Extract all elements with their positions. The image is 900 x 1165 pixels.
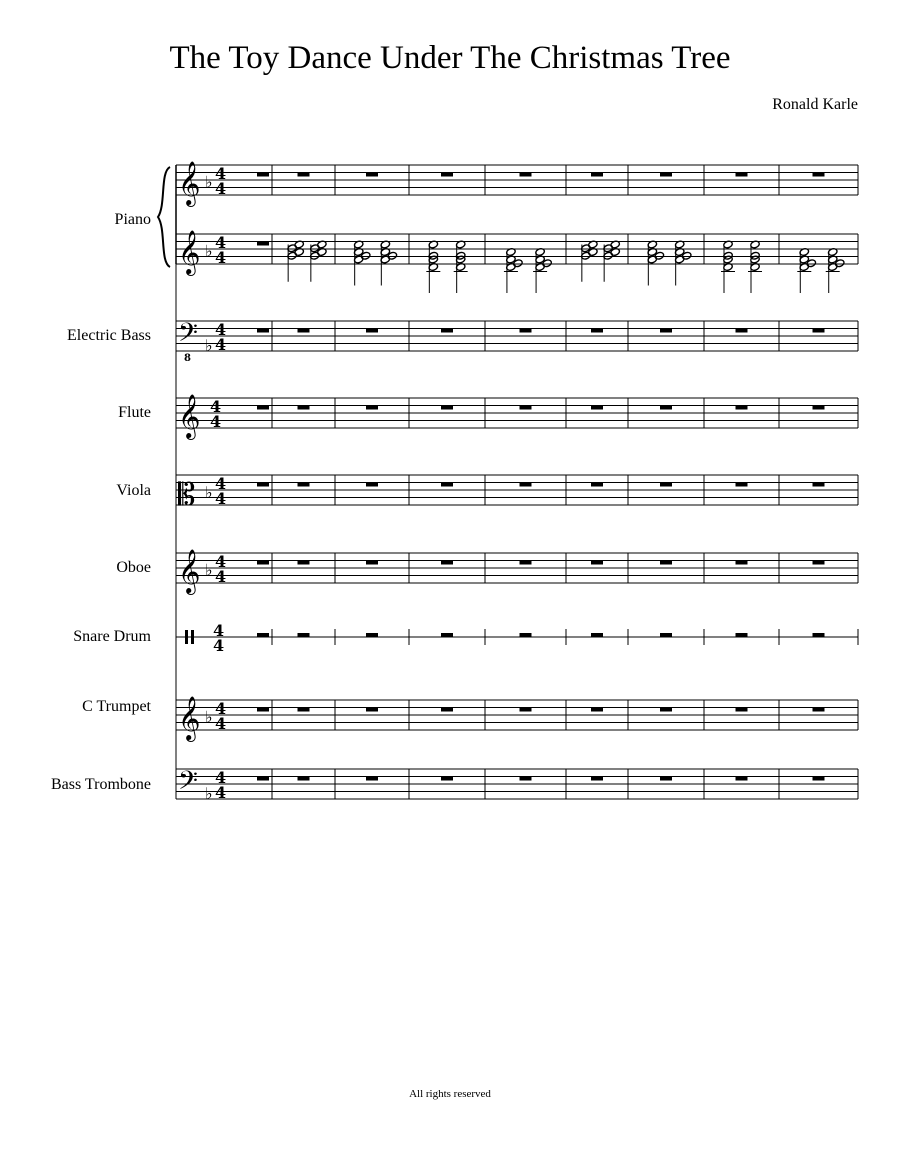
whole-rest (366, 173, 378, 177)
staff-6 (176, 700, 858, 730)
flat-icon: ♭ (205, 483, 213, 502)
whole-rest (441, 561, 453, 565)
flat-icon: ♭ (205, 707, 213, 727)
whole-rest (520, 406, 532, 410)
whole-rest (441, 777, 453, 781)
whole-rest (441, 406, 453, 410)
whole-rest (441, 633, 453, 637)
whole-rest (366, 483, 378, 487)
whole-rest (298, 406, 310, 410)
half-note-chord (748, 240, 762, 293)
staff-7 (176, 769, 858, 799)
whole-rest (257, 329, 269, 333)
whole-rest (257, 633, 269, 637)
whole-rest (660, 777, 672, 781)
time-sig-numerator: 4 (215, 552, 227, 571)
whole-rest (520, 483, 532, 487)
whole-rest (736, 633, 748, 637)
instrument-label-flute: Flute (118, 404, 151, 421)
whole-rest (257, 173, 269, 177)
time-sig-numerator: 4 (210, 397, 222, 416)
time-sig-denominator: 4 (215, 567, 227, 586)
whole-rest (441, 173, 453, 177)
staff-3 (176, 398, 858, 428)
half-note-chord (287, 240, 304, 282)
treble-clef: 𝄞 (178, 394, 201, 438)
whole-rest (591, 633, 603, 637)
treble-clef: 𝄞 (178, 549, 201, 593)
staff-2 (176, 321, 858, 351)
whole-rest (591, 561, 603, 565)
staff-5 (176, 553, 858, 583)
whole-rest (660, 329, 672, 333)
whole-rest (813, 483, 825, 487)
flat-icon: ♭ (205, 784, 213, 803)
flat-icon: ♭ (205, 336, 213, 355)
time-sig-numerator: 4 (215, 320, 227, 339)
half-note-chord (797, 248, 816, 293)
whole-rest (591, 173, 603, 177)
staff-0 (176, 165, 858, 195)
instrument-label-oboe: Oboe (116, 559, 151, 576)
instrument-label-bass-trombone: Bass Trombone (50, 776, 151, 793)
time-sig-denominator: 4 (210, 412, 222, 431)
flat-icon: ♭ (205, 560, 213, 580)
whole-rest (257, 708, 269, 712)
whole-rest (660, 633, 672, 637)
half-note-chord (353, 240, 370, 285)
whole-rest (591, 406, 603, 410)
staff-4 (176, 475, 858, 505)
whole-rest (257, 406, 269, 410)
half-note-chord (826, 248, 845, 293)
flat-icon: ♭ (205, 172, 213, 192)
whole-rest (591, 708, 603, 712)
whole-rest (813, 406, 825, 410)
whole-rest (736, 777, 748, 781)
percussion-staff (176, 629, 858, 645)
half-note-chord (426, 240, 440, 293)
half-note-chord (674, 240, 691, 285)
alto-clef: 𝄡 (178, 477, 196, 513)
whole-rest (813, 329, 825, 333)
copyright-footer: All rights reserved (409, 1088, 491, 1100)
score-title: The Toy Dance Under The Christmas Tree (169, 40, 731, 76)
whole-rest (298, 329, 310, 333)
instrument-label-snare-drum: Snare Drum (73, 628, 151, 645)
whole-rest (660, 173, 672, 177)
half-note-chord (721, 240, 735, 293)
whole-rest (813, 173, 825, 177)
whole-rest (441, 483, 453, 487)
whole-rest (660, 483, 672, 487)
percussion-clef (191, 630, 194, 644)
half-note-chord (603, 240, 620, 282)
time-sig-denominator: 4 (215, 248, 227, 267)
whole-rest (520, 777, 532, 781)
whole-rest (366, 406, 378, 410)
whole-rest (660, 561, 672, 565)
half-note-chord (310, 240, 327, 282)
whole-rest (520, 633, 532, 637)
whole-rest (298, 633, 310, 637)
whole-rest (366, 777, 378, 781)
whole-rest (736, 708, 748, 712)
whole-rest (813, 561, 825, 565)
treble-clef: 𝄞 (178, 230, 201, 274)
half-note-chord (581, 240, 598, 282)
whole-rest (813, 777, 825, 781)
instrument-label-piano: Piano (114, 211, 151, 228)
whole-rest (298, 708, 310, 712)
bass-clef: 𝄢 (178, 766, 198, 802)
half-note-chord (504, 248, 523, 293)
time-sig-numerator: 4 (215, 699, 227, 718)
whole-rest (813, 633, 825, 637)
half-note-chord (647, 240, 664, 285)
whole-rest (257, 561, 269, 565)
treble-clef: 𝄞 (178, 696, 201, 740)
whole-rest (366, 329, 378, 333)
whole-rest (736, 173, 748, 177)
whole-rest (660, 406, 672, 410)
whole-rest (736, 406, 748, 410)
instrument-label-viola: Viola (116, 482, 151, 499)
treble-clef: 𝄞 (178, 161, 201, 205)
whole-rest (660, 708, 672, 712)
whole-rest (520, 708, 532, 712)
whole-rest (736, 561, 748, 565)
whole-rest (441, 708, 453, 712)
whole-rest (298, 777, 310, 781)
whole-rest (298, 561, 310, 565)
whole-rest (520, 173, 532, 177)
whole-rest (298, 173, 310, 177)
time-sig-numerator: 4 (215, 768, 227, 787)
bass-clef: 𝄢 (178, 318, 198, 354)
time-sig-denominator: 4 (215, 489, 227, 508)
instrument-label-c-trumpet: C Trumpet (82, 698, 151, 715)
half-note-chord (533, 248, 552, 293)
whole-rest (366, 633, 378, 637)
piano-brace (158, 167, 170, 267)
whole-rest (813, 708, 825, 712)
whole-rest (257, 483, 269, 487)
whole-rest (366, 561, 378, 565)
whole-rest (298, 483, 310, 487)
time-sig-denominator: 4 (215, 714, 227, 733)
whole-rest (520, 329, 532, 333)
flat-icon: ♭ (205, 241, 213, 261)
half-note-chord (380, 240, 397, 285)
whole-rest (591, 329, 603, 333)
percussion-clef (185, 630, 188, 644)
time-sig-numerator: 4 (215, 164, 227, 183)
whole-rest (591, 777, 603, 781)
time-sig-numerator: 4 (215, 233, 227, 252)
time-sig-denominator: 4 (213, 636, 225, 655)
composer-name: Ronald Karle (772, 96, 858, 113)
whole-rest (736, 329, 748, 333)
whole-rest (591, 483, 603, 487)
half-note-chord (454, 240, 468, 293)
time-sig-numerator: 4 (213, 621, 225, 640)
time-sig-denominator: 4 (215, 783, 227, 802)
time-sig-denominator: 4 (215, 179, 227, 198)
whole-rest (257, 777, 269, 781)
instrument-label-electric-bass: Electric Bass (67, 327, 151, 344)
octave-mark: 8 (184, 353, 191, 364)
whole-rest (441, 329, 453, 333)
time-sig-denominator: 4 (215, 335, 227, 354)
whole-rest (520, 561, 532, 565)
whole-rest (736, 483, 748, 487)
time-sig-numerator: 4 (215, 474, 227, 493)
whole-rest (366, 708, 378, 712)
whole-rest (257, 242, 269, 246)
